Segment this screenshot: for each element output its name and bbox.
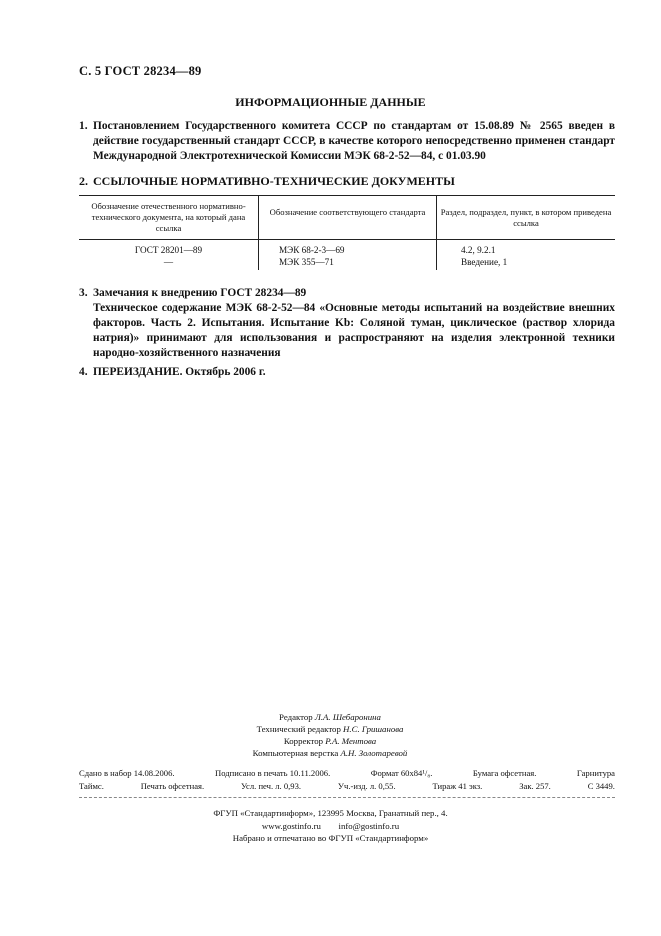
credit-role: Редактор <box>279 712 313 722</box>
print-detail: Зак. 257. <box>519 780 551 791</box>
credit-name: Р.А. Ментова <box>325 736 377 746</box>
table-header-standard: Обозначение соответствующего стандарта <box>269 207 426 217</box>
publisher-address: ФГУП «Стандартинформ», 123995 Москва, Гранатный пер., 4. <box>213 808 448 818</box>
page-title: ИНФОРМАЦИОННЫЕ ДАННЫЕ <box>235 95 426 109</box>
section-1-text: Постановлением Государственного комитета СССР по стандартам от 15.08.89 № 2565 введен в действие государственный стандарт СССР, в качестве которого непосредственно применен стандарт Международной Электротехнической Комиссии МЭК 68-2-52—84, с 01.03.90 <box>93 120 615 162</box>
section-2-number: 2. <box>79 174 88 188</box>
credit-name: А.Н. Золотаревой <box>340 748 408 758</box>
table-top-rule <box>79 195 615 196</box>
table-header-rule <box>79 239 615 240</box>
table-cell-national-doc <box>79 245 258 268</box>
print-details-row <box>79 780 615 793</box>
credit-role: Технический редактор <box>256 724 341 734</box>
credit-line <box>200 723 460 735</box>
print-details-row <box>79 767 615 780</box>
page-header: С. 5 ГОСТ 28234—89 <box>79 64 202 78</box>
print-detail: С 3449. <box>587 780 615 791</box>
print-detail: Подписано в печать 10.11.2006. <box>215 768 331 778</box>
print-detail: Бумага офсетная. <box>472 768 537 778</box>
table-cell: МЭК 355—71 <box>279 256 334 267</box>
print-detail: Сдано в набор 14.08.2006. <box>79 768 175 778</box>
table-cell: МЭК 68-2-3—69 <box>279 245 345 255</box>
print-detail: Тираж 41 экз. <box>432 780 483 791</box>
table-header-national-doc: Обозначение отечественного нормативно-технического документа, на который дана ссылка <box>91 201 246 233</box>
credit-role: Компьютерная верстка <box>252 748 339 758</box>
references-table <box>79 195 615 270</box>
section-4 <box>79 365 615 380</box>
print-detail: Усл. печ. л. 0,93. <box>241 780 302 791</box>
table-cell: 4.2, 9.2.1 <box>461 245 496 255</box>
section-3 <box>79 286 615 361</box>
print-details <box>79 767 615 792</box>
table-cell-standard <box>279 245 345 268</box>
print-detail: Печать офсетная. <box>140 780 205 791</box>
credit-line <box>200 711 460 723</box>
table-cell-section <box>461 245 507 268</box>
publisher-printed-by: Набрано и отпечатано во ФГУП «Стандартинформ» <box>232 833 429 843</box>
publisher-info <box>0 807 661 845</box>
publisher-contacts: www.gostinfo.ru info@gostinfo.ru <box>261 820 400 831</box>
table-cell: ГОСТ 28201—89 <box>134 245 203 255</box>
section-1 <box>79 119 615 164</box>
section-2-title: ССЫЛОЧНЫЕ НОРМАТИВНО-ТЕХНИЧЕСКИЕ ДОКУМЕНТЫ <box>93 174 455 188</box>
print-detail: Гарнитура <box>576 768 615 778</box>
divider <box>79 797 615 798</box>
table-cell: — <box>163 256 174 267</box>
table-cell: Введение, 1 <box>461 256 508 267</box>
print-detail: Таймс. <box>79 780 104 791</box>
credit-line <box>200 747 460 759</box>
editorial-credits <box>200 711 460 759</box>
credit-role: Корректор <box>283 736 324 746</box>
table-header-section: Раздел, подраздел, пункт, в котором приведена ссылка <box>440 207 612 228</box>
credit-name: Л.А. Шебаронина <box>314 712 381 722</box>
credit-line <box>200 735 460 747</box>
section-4-text: ПЕРЕИЗДАНИЕ. Октябрь 2006 г. <box>93 366 266 378</box>
print-detail: Формат 60x84¹/₈. <box>370 768 433 778</box>
print-detail: Уч.-изд. л. 0,55. <box>337 780 396 791</box>
section-1-number: 1. <box>79 120 88 132</box>
section-3-text: Техническое содержание МЭК 68-2-52—84 «Основные методы испытаний на воздействие внешних факторов. Часть 2. Испытания. Испытание Kb: Соляной туман, циклическое (раствор хлорида натрия)» принимают для использования и распространяют на изделия электронной техники народно-хозяйственного назначения <box>93 302 615 359</box>
section-4-number: 4. <box>79 366 88 378</box>
section-3-number: 3. <box>79 287 88 299</box>
section-3-heading: Замечания к внедрению ГОСТ 28234—89 <box>93 287 307 299</box>
section-2-heading <box>79 174 455 189</box>
credit-name: Н.С. Гришанова <box>343 724 404 734</box>
